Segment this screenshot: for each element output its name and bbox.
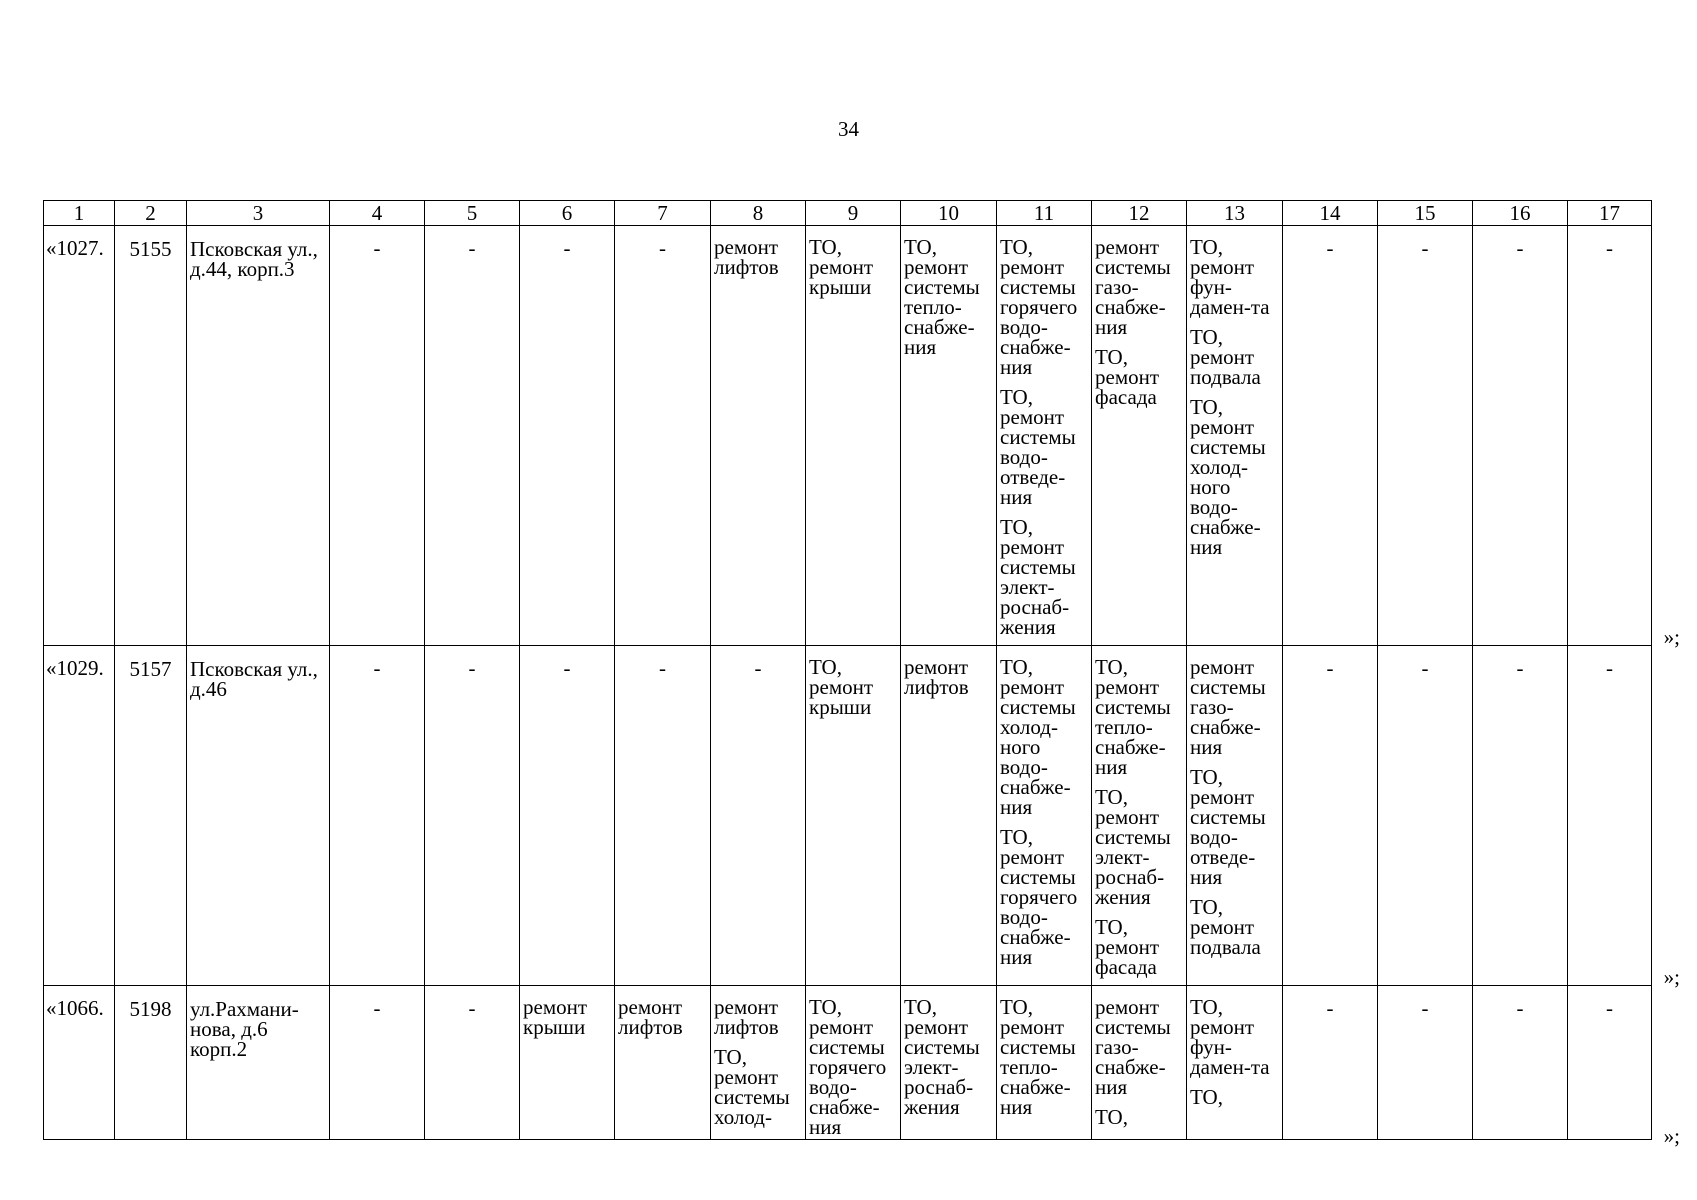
column-header-17: 17 [1568,201,1652,226]
dash-mark: - [468,996,476,1020]
dash-mark: - [659,656,666,680]
work-item: ремонт лифтов [714,235,779,279]
table-row [44,986,1652,1140]
work-cell-col-15 [1378,646,1473,986]
work-cell-col-4 [330,986,425,1140]
work-cell-col-9 [806,646,901,986]
work-item: ТО, ремонт системы холод- [714,1045,790,1129]
dash-mark: - [1421,236,1429,260]
column-header-7: 7 [615,201,711,226]
work-cell-col-14 [1283,226,1378,646]
column-header-8: 8 [711,201,806,226]
row-number: «1066. [44,986,115,1140]
column-header-12: 12 [1092,201,1187,226]
work-cell-col-6 [520,986,615,1140]
work-item: ремонт системы газо-снабже-ния [1095,235,1171,339]
work-cell-col-8 [711,646,806,986]
work-item: ТО, ремонт системы горячего водо-снабже-ния [1000,235,1078,379]
dash-mark: - [1326,656,1334,680]
column-header-5: 5 [425,201,520,226]
work-cell-col-7 [615,646,711,986]
work-cell-col-9 [806,986,901,1140]
work-item: ТО, ремонт фун-дамен-та [1190,235,1270,319]
building-code: 5198 [115,986,187,1140]
dash-mark: - [1516,656,1524,680]
work-item: ТО, ремонт системы водо-отведе-ния [1000,385,1076,509]
work-cell-col-16 [1473,646,1568,986]
work-cell-col-12 [1092,226,1187,646]
work-cell-col-9 [806,226,901,646]
work-item: ТО, [1095,1105,1128,1129]
work-cell-col-8 [711,986,806,1140]
dash-mark: - [1606,656,1613,680]
column-header-1: 1 [44,201,115,226]
work-item: ТО, ремонт системы тепло-снабже-ния [1095,655,1171,779]
work-cell-col-14 [1283,646,1378,986]
column-header-14: 14 [1283,201,1378,226]
building-code: 5157 [115,646,187,986]
work-cell-col-10 [901,646,997,986]
column-header-10: 10 [901,201,997,226]
row-number: «1027. [44,226,115,646]
column-header-4: 4 [330,201,425,226]
work-cell-col-4 [330,226,425,646]
work-item: ремонт лифтов [714,995,779,1039]
work-cell-col-11 [997,986,1092,1140]
work-cell-col-15 [1378,986,1473,1140]
dash-mark: - [659,236,666,260]
work-item: ТО, ремонт подвала [1190,895,1261,959]
work-item: ТО, ремонт системы горячего водо-снабже-ния [809,995,887,1139]
work-cell-col-14 [1283,986,1378,1140]
work-cell-col-13 [1187,226,1283,646]
work-cell-col-6 [520,226,615,646]
work-cell-col-11 [997,646,1092,986]
column-header-16: 16 [1473,201,1568,226]
work-cell-col-15 [1378,226,1473,646]
work-item: ТО, ремонт системы холод-ного водо-снабже-ния [1000,655,1076,819]
work-item: ТО, ремонт системы тепло-снабже-ния [1000,995,1076,1119]
dash-mark: - [1516,236,1524,260]
column-header-6: 6 [520,201,615,226]
row-end-quote: »; [1663,965,1680,989]
work-cell-col-5 [425,986,520,1140]
dash-mark: - [563,236,571,260]
work-cell-col-5 [425,226,520,646]
work-item: ремонт крыши [523,995,588,1039]
work-cell-col-12 [1092,646,1187,986]
dash-mark: - [373,656,381,680]
row-end-quote: »; [1663,1124,1680,1148]
work-item: ремонт лифтов [618,995,683,1039]
dash-mark: - [468,656,476,680]
work-cell-col-17 [1568,226,1652,646]
building-code: 5155 [115,226,187,646]
work-cell-col-13 [1187,646,1283,986]
work-item: ремонт системы газо-снабже-ния [1095,995,1171,1099]
work-cell-col-17 [1568,646,1652,986]
address-cell: Псковская ул., д.44, корп.3 [187,226,330,646]
page-number: 34 [838,117,859,141]
row-end-quote: »; [1663,625,1680,649]
work-cell-col-8 [711,226,806,646]
column-header-11: 11 [997,201,1092,226]
work-cell-col-6 [520,646,615,986]
work-cell-col-7 [615,226,711,646]
work-cell-col-12 [1092,986,1187,1140]
column-header-13: 13 [1187,201,1283,226]
dash-mark: - [563,656,571,680]
work-item: ТО, ремонт системы холод-ного водо-снабже-ния [1190,395,1266,559]
work-item: ТО, ремонт системы тепло-снабже-ния [904,235,980,359]
dash-mark: - [754,656,762,680]
column-header-9: 9 [806,201,901,226]
work-item: ТО, ремонт системы горячего водо-снабже-ния [1000,825,1078,969]
work-item: ТО, ремонт крыши [809,235,874,299]
dash-mark: - [1326,236,1334,260]
dash-mark: - [1326,996,1334,1020]
dash-mark: - [373,236,381,260]
dash-mark: - [1421,996,1429,1020]
dash-mark: - [1516,996,1524,1020]
header-row [44,201,1652,226]
work-item: ТО, ремонт фасада [1095,915,1160,979]
dash-mark: - [468,236,476,260]
work-item: ТО, ремонт крыши [809,655,874,719]
work-item: ТО, ремонт системы водо-отведе-ния [1190,765,1266,889]
work-cell-col-16 [1473,226,1568,646]
work-cell-col-17 [1568,986,1652,1140]
table-row [44,646,1652,986]
dash-mark: - [1606,996,1613,1020]
work-item: ТО, ремонт фун-дамен-та [1190,995,1270,1079]
dash-mark: - [1421,656,1429,680]
column-header-2: 2 [115,201,187,226]
work-cell-col-11 [997,226,1092,646]
column-header-15: 15 [1378,201,1473,226]
work-cell-col-16 [1473,986,1568,1140]
row-number: «1029. [44,646,115,986]
table-row [44,226,1652,646]
work-item: ремонт системы газо-снабже-ния [1190,655,1266,759]
work-cell-col-4 [330,646,425,986]
address-cell: ул.Рахмани-нова, д.6 корп.2 [187,986,330,1140]
work-item: ТО, ремонт системы элект-роснаб-жения [1095,785,1171,909]
dash-mark: - [1606,236,1613,260]
work-cell-col-10 [901,986,997,1140]
work-item: ТО, ремонт подвала [1190,325,1261,389]
work-cell-col-13 [1187,986,1283,1140]
work-item: ТО, ремонт фасада [1095,345,1160,409]
schedule-table [43,200,1652,1140]
column-header-3: 3 [187,201,330,226]
work-item: ТО, [1190,1085,1223,1109]
dash-mark: - [373,996,381,1020]
work-item: ТО, ремонт системы элект-роснаб-жения [1000,515,1076,639]
work-item: ТО, ремонт системы элект-роснаб-жения [904,995,980,1119]
address-cell: Псковская ул., д.46 [187,646,330,986]
work-cell-col-10 [901,226,997,646]
work-cell-col-5 [425,646,520,986]
work-cell-col-7 [615,986,711,1140]
work-item: ремонт лифтов [904,655,969,699]
